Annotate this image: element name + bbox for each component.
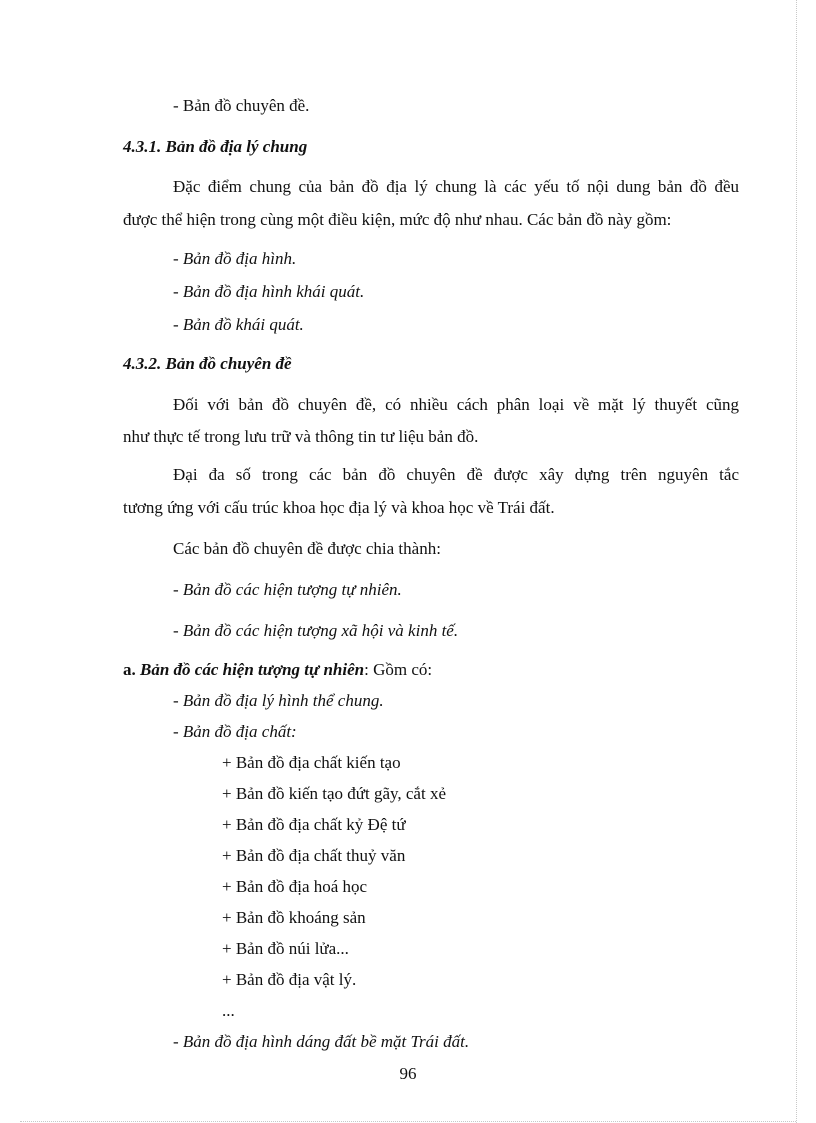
paragraph-line: được thể hiện trong cùng một điều kiện, mức độ như nhau. Các bản đồ này gồm: (123, 210, 672, 229)
list-dash: - (173, 282, 183, 301)
list-item-text: Bản đồ các hiện tượng xã hội và kinh tế. (182, 621, 459, 640)
list-item (173, 314, 304, 336)
sub-list-item: + Bản đồ núi lửa... (222, 939, 349, 958)
paragraph-line: như thực tế trong lưu trữ và thông tin tư liệu bản đồ. (123, 427, 479, 446)
list-dash: - (173, 580, 183, 599)
list-dash: - (173, 249, 183, 268)
sub-list-item: + Bản đồ địa chất thuỷ văn (222, 846, 406, 865)
page-border-bottom (20, 1121, 796, 1122)
paragraph-line: Đối với bản đồ chuyên đề, có nhiều cách phân loại về mặt lý thuyết cũng (173, 395, 739, 414)
ellipsis: ... (222, 1001, 235, 1020)
paragraph-line: Đặc điểm chung của bản đồ địa lý chung là các yếu tố nội dung bản đồ đều (173, 177, 739, 196)
list-item (173, 579, 402, 601)
list-dash: - (173, 621, 183, 640)
sub-list-item: + Bản đồ khoáng sản (222, 908, 366, 927)
sub-list-item: + Bản đồ địa hoá học (222, 877, 368, 896)
paragraph-line: tương ứng với cấu trúc khoa học địa lý và khoa học về Trái đất. (123, 498, 555, 517)
list-dash: - (173, 315, 183, 334)
text-line: - Bản đồ chuyên đề. (173, 96, 310, 115)
page-border-right (796, 0, 797, 1123)
list-dash: - (173, 691, 183, 710)
list-item (173, 721, 297, 743)
list-item-text: Bản đồ địa lý hình thể chung. (182, 691, 384, 710)
list-item (173, 281, 364, 303)
sub-list-item: + Bản đồ kiến tạo đứt gãy, cắt xẻ (222, 784, 446, 803)
list-item (173, 620, 458, 642)
list-item-text: Bản đồ địa hình khái quát. (182, 282, 365, 301)
list-item (173, 1031, 469, 1053)
page-number: 96 (399, 1064, 417, 1083)
sub-list-item: + Bản đồ địa chất kiến tạo (222, 753, 401, 772)
subheading-a (123, 659, 432, 681)
sub-list-item: + Bản đồ địa chất kỷ Đệ tứ (222, 815, 406, 834)
paragraph-line: Đại đa số trong các bản đồ chuyên đề được xây dựng trên nguyên tắc (173, 465, 739, 484)
subheading-rest: : Gồm có: (364, 660, 433, 679)
sub-list-item: + Bản đồ địa vật lý. (222, 970, 357, 989)
section-heading-4-3-1: 4.3.1. Bản đồ địa lý chung (123, 137, 308, 156)
list-item (173, 690, 384, 712)
section-heading-4-3-2: 4.3.2. Bản đồ chuyên đề (123, 354, 292, 373)
list-dash: - (173, 1032, 183, 1051)
subheading-title: Bản đồ các hiện tượng tự nhiên (140, 660, 365, 679)
list-item-text: Bản đồ địa hình dáng đất bề mặt Trái đất. (182, 1032, 470, 1051)
list-item (173, 248, 296, 270)
list-item-text: Bản đồ địa hình. (182, 249, 297, 268)
list-dash: - (173, 722, 183, 741)
list-item-text: Bản đồ các hiện tượng tự nhiên. (182, 580, 402, 599)
list-item-text: Bản đồ địa chất: (182, 722, 297, 741)
subheading-prefix: a. (123, 660, 140, 679)
paragraph-line: Các bản đồ chuyên đề được chia thành: (173, 539, 441, 558)
list-item-text: Bản đồ khái quát. (182, 315, 304, 334)
